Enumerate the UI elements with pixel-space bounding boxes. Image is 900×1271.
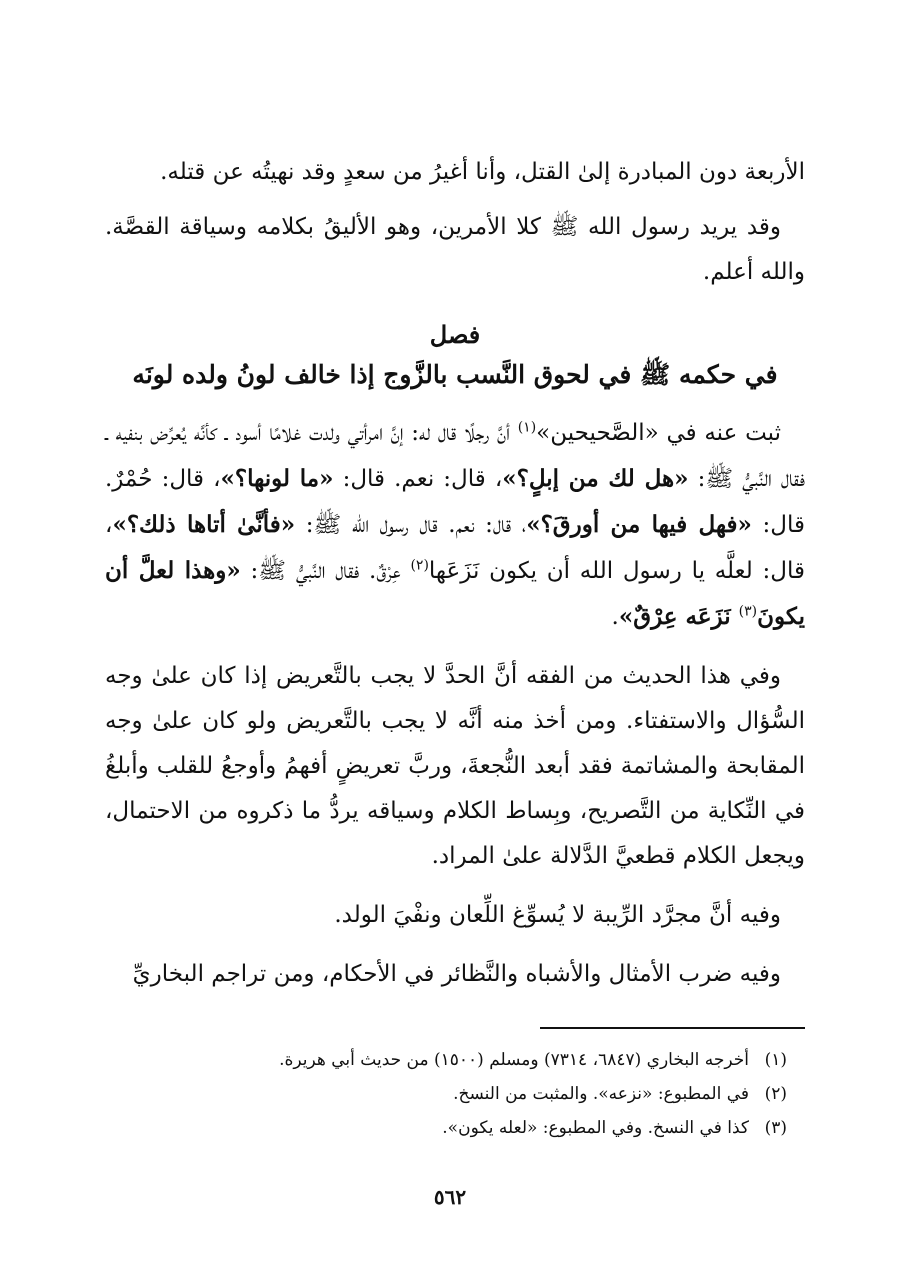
paragraph-hadith xyxy=(105,411,805,640)
footnote-separator xyxy=(540,1027,805,1029)
footnote-number: (١) xyxy=(764,1050,787,1070)
footnote-number: (٢) xyxy=(764,1084,787,1104)
section-label: فصل xyxy=(429,320,481,349)
paragraph: وقد يريد رسول الله ﷺ كلا الأمرين، وهو الأليقُ بكلامه وسياقة القصَّة. والله أعلم. xyxy=(105,214,805,285)
quoted-speech: «هل لك من إبلٍ؟» xyxy=(502,465,689,492)
footnote xyxy=(105,1111,805,1145)
footnote-text: أخرجه البخاري (٦٨٤٧، ٧٣١٤) ومسلم (١٥٠٠) من حديث أبي هريرة. xyxy=(279,1050,749,1070)
page-number: ٥٦٢ xyxy=(433,1185,467,1209)
quoted-speech: «ما لونها؟» xyxy=(220,465,334,492)
footnote-text: في المطبوع: «نزعه». والمثبت من النسخ. xyxy=(453,1084,749,1104)
text-run: . xyxy=(611,604,619,630)
paragraph: وفيه ضرب الأمثال والأشباه والنَّظائر في الأحكام، ومن تراجم البخاريِّ xyxy=(132,961,781,987)
text-run: عِرْقٌ. فقال النَّبيُّ ﷺ: xyxy=(240,558,411,584)
footnote-ref: (١) xyxy=(517,419,537,436)
paragraph: وفيه أنَّ مجرَّد الرِّيبة لا يُسوِّغ اللِّعان ونفْيَ الولد. xyxy=(334,902,781,928)
footnote-ref: (٢) xyxy=(410,557,429,574)
quoted-speech: نَزَعَه عِرْقٌ» xyxy=(618,603,739,630)
paragraph-continuation: الأربعة دون المبادرة إلىٰ القتل، وأنا أغيرُ من سعدٍ وقد نهيتُه عن قتله. xyxy=(160,159,805,185)
text-run: أنَّ رجلًا قال له: إنَّ امرأتي ولدت غلامًا أسود ـ كأنَّه يُعرِّض بنفيه ـ فقال النَّبيُّ ﷺ: xyxy=(105,420,805,492)
quoted-speech: «فأنَّىٰ أتاها ذلك؟» xyxy=(112,511,296,538)
footnote xyxy=(105,1077,805,1111)
text-run: ، قال: نعم. قال: xyxy=(333,466,503,492)
quoted-speech: «فهل فيها من أورقَ؟» xyxy=(526,511,752,538)
paragraph: وفي هذا الحديث من الفقه أنَّ الحدَّ لا يجب بالتَّعريض إذا كان علىٰ وجه السُّؤال والاستفتاء. ومن أخذ منه أنَّه لا يجب بالتَّعريض ولو كان علىٰ وجه المقابحة والمشاتمة فقد أبعد النُّجعةَ، وربَّ تعريضٍ أفهمُ وأوجعُ للقلب وأبلغُ في النِّكاية من التَّصريح، وبِساط الكلام وسياقه يردُّ ما ذكروه من الاحتمال، ويجعل الكلام قطعيَّ الدَّلالة علىٰ المراد. xyxy=(105,663,805,869)
text-run: ثبت عنه في «الصَّحيحين» xyxy=(536,420,781,446)
text-run: ، قال: نعم. قال رسول الله ﷺ: xyxy=(295,512,527,538)
footnotes xyxy=(105,1043,805,1145)
section-title: في حكمه ﷺ في لحوق النَّسب بالزَّوج إذا خالف لونُ ولده لونَه xyxy=(132,360,778,389)
footnote-ref: (٣) xyxy=(738,603,758,620)
quoted-speech: «وهذا لعلَّ أن يكونَ xyxy=(105,557,805,630)
text-run: ، قال: حُمْرٌ. قال: xyxy=(105,466,805,538)
text-run: ، قال: لعلَّه يا رسول الله أن يكون نَزَعَها xyxy=(105,512,805,584)
footnote xyxy=(105,1043,805,1077)
footnote-number: (٣) xyxy=(764,1118,787,1138)
footnote-text: كذا في النسخ. وفي المطبوع: «لعله يكون». xyxy=(442,1118,749,1138)
